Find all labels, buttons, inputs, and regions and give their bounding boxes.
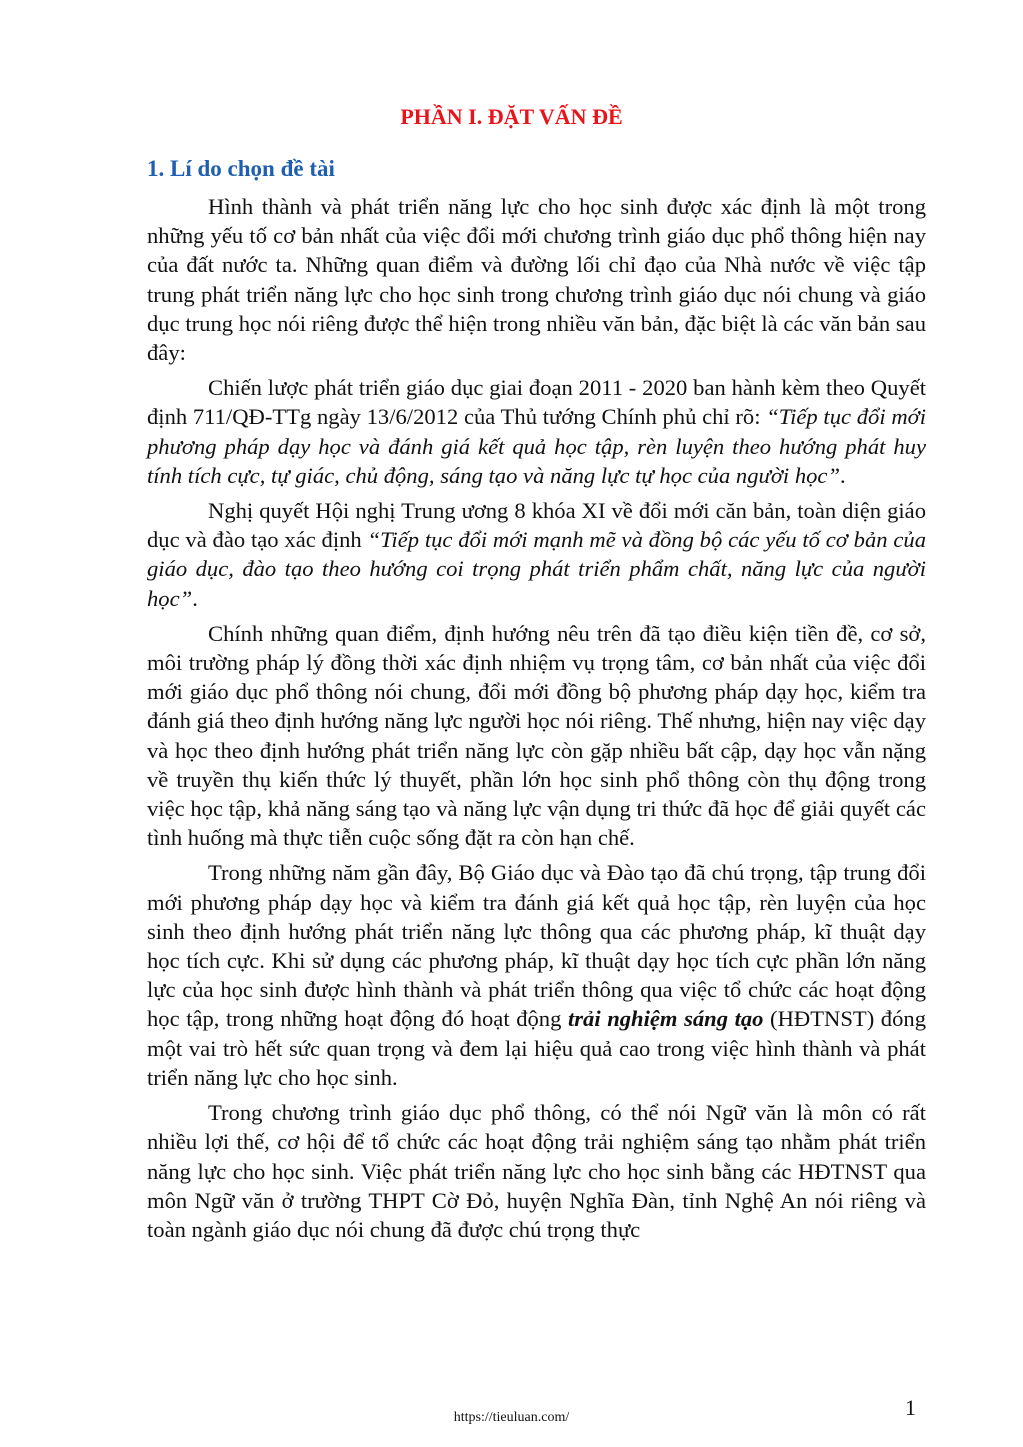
- paragraph-3: [147, 496, 926, 613]
- paragraph-3-quote: “Tiếp tục đổi mới mạnh mẽ và đồng bộ các yếu tố cơ bản của giáo dục, đào tạo theo hướng coi trọng phát triển phẩm chất, năng lực của người học”: [147, 527, 926, 611]
- paragraph-2-quote: “Tiếp tục đổi mới phương pháp dạy học và đánh giá kết quả học tập, rèn luyện theo hướng phát huy tính tích cực, tự giác, chủ động, sáng tạo và năng lực tự học của người học”: [147, 404, 926, 488]
- paragraph-2: [147, 373, 926, 490]
- body-text: [147, 192, 926, 1250]
- paragraph-5-end: (HĐTNST) đóng một vai trò hết sức quan trọng và đem lại hiệu quả cao trong việc hình thành và phát triển năng lực cho học sinh.: [147, 1006, 926, 1090]
- section-title: 1. Lí do chọn đề tài: [147, 156, 335, 181]
- paragraph-5-emphasis: trải nghiệm sáng tạo: [567, 1006, 764, 1032]
- paragraph-3-text: Nghị quyết Hội nghị Trung ương 8 khóa XI về đổi mới căn bản, toàn diện giáo dục và đào tạo xác định: [147, 498, 926, 553]
- paragraph-4: Chính những quan điểm, định hướng nêu trên đã tạo điều kiện tiền đề, cơ sở, môi trường pháp lý đồng thời xác định nhiệm vụ trọng tâm, cơ bản nhất của việc đổi mới giáo dục phổ thông nói chung, đổi mới đồng bộ phương pháp dạy học, kiểm tra đánh giá theo định hướng năng lực người học nói riêng. Thế nhưng, hiện nay việc dạy và học theo định hướng phát triển năng lực còn gặp nhiều bất cập, dạy học vẫn nặng về truyền thụ kiến thức lý thuyết, phần lớn học sinh phổ thông còn thụ động trong việc học tập, khả năng sáng tạo và năng lực vận dụng tri thức đã học để giải quyết các tình huống mà thực tiễn cuộc sống đặt ra còn hạn chế.: [147, 620, 926, 851]
- paragraph-5-text: Trong những năm gần đây, Bộ Giáo dục và Đào tạo đã chú trọng, tập trung đổi mới phương pháp dạy học và kiểm tra đánh giá kết quả học tập, rèn luyện của học sinh theo định hướng phát triển năng lực thông qua các phương pháp, kĩ thuật dạy học tích cực. Khi sử dụng các phương pháp, kĩ thuật dạy học tích cực phần lớn năng lực của học sinh được hình thành và phát triển thông qua việc tổ chức các hoạt động học tập, trong những hoạt động đó hoạt động: [147, 860, 926, 1032]
- part-title: PHẦN I. ĐẶT VẤN ĐỀ: [400, 104, 623, 129]
- paragraph-5: [147, 858, 926, 1092]
- paragraph-1: Hình thành và phát triển năng lực cho học sinh được xác định là một trong những yếu tố cơ bản nhất của việc đổi mới chương trình giáo dục phổ thông hiện nay của đất nước ta. Những quan điểm và đường lối chỉ đạo của Nhà nước về việc tập trung phát triển năng lực cho học sinh trong chương trình giáo dục nói chung và giáo dục trung học nói riêng được thể hiện trong nhiều văn bản, đặc biệt là các văn bản sau đây:: [147, 194, 926, 366]
- footer-url: https://tieuluan.com/: [453, 1410, 570, 1425]
- paragraph-6: Trong chương trình giáo dục phổ thông, có thể nói Ngữ văn là môn có rất nhiều lợi thế, cơ hội để tổ chức các hoạt động trải nghiệm sáng tạo nhằm phát triển năng lực cho học sinh. Việc phát triển năng lực cho học sinh bằng các HĐTNST qua môn Ngữ văn ở trường THPT Cờ Đỏ, huyện Nghĩa Đàn, tỉnh Nghệ An nói riêng và toàn ngành giáo dục nói chung đã được chú trọng thực: [147, 1100, 926, 1242]
- paragraph-2-text: Chiến lược phát triển giáo dục giai đoạn 2011 - 2020 ban hành kèm theo Quyết định 711/QĐ-TTg ngày 13/6/2012 của Thủ tướng Chính phủ chỉ rõ:: [147, 375, 926, 430]
- page-number: 1: [905, 1395, 916, 1420]
- paragraph-3-end: .: [192, 585, 198, 611]
- paragraph-2-end: .: [840, 462, 846, 488]
